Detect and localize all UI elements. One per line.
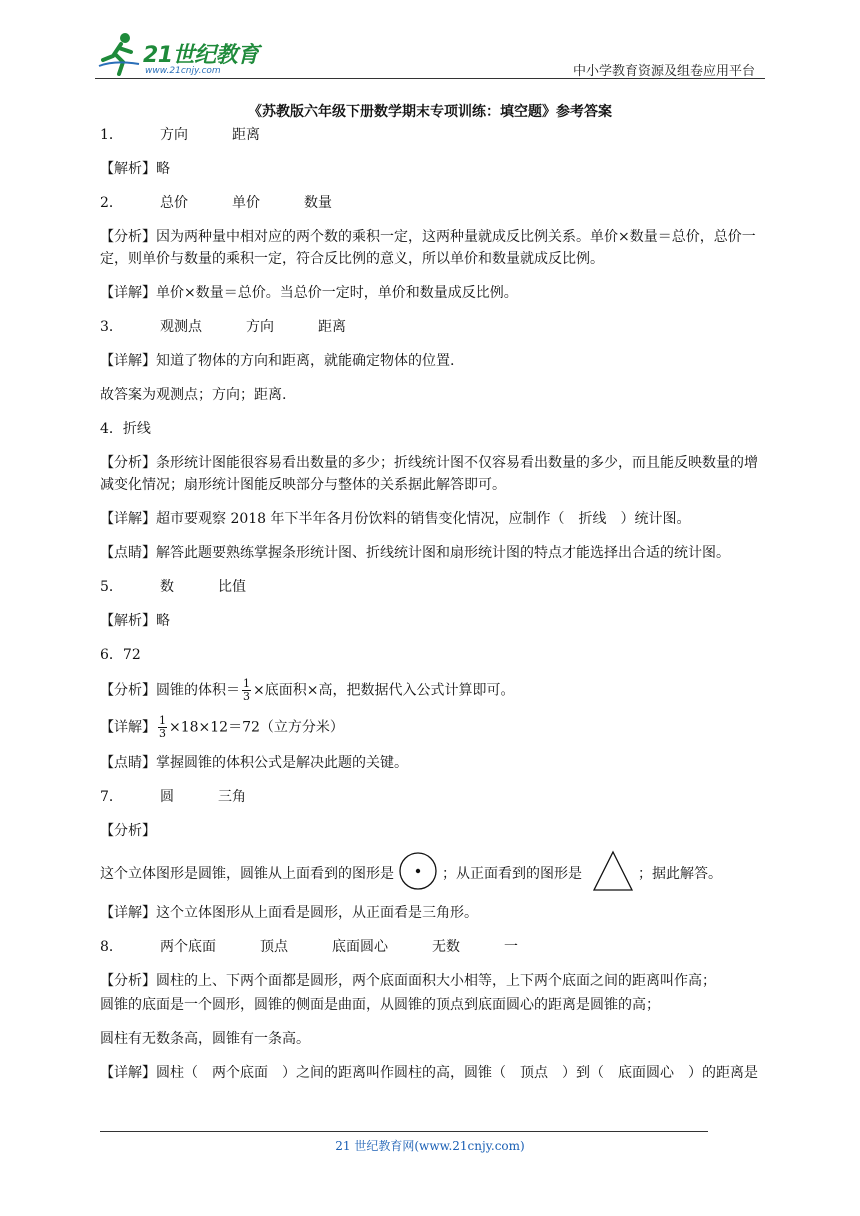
answer-content <box>100 124 770 1096</box>
q8-fenxi-2: 圆锥的底面是一个圆形，圆锥的侧面是曲面，从圆锥的顶点到底面圆心的距离是圆锥的高； <box>100 997 660 1013</box>
q6-fraction-2 <box>158 715 167 740</box>
q2-number: 2． <box>100 195 123 211</box>
q2-fenxi: 【分析】因为两种量中相对应的两个数的乘积一定，这两种量就成反比例关系。单价×数量＝总价，总价一定，则单价与数量的乘积一定，符合反比例的意义，所以单价和数量就成反比例。 <box>100 229 756 267</box>
q5-jiexi: 【解析】略 <box>100 613 170 629</box>
q7-text-pre: 这个立体图形是圆锥，圆锥从上面看到的图形是 <box>100 866 394 882</box>
q5-answer-1: 数 <box>160 579 174 595</box>
circle-with-dot-icon <box>398 851 438 898</box>
q6-fenxi-post: ×底面积×高，把数据代入公式计算即可。 <box>253 682 515 699</box>
document-title: 《苏教版六年级下册数学期末专项训练：填空题》参考答案 <box>248 104 612 120</box>
q8-answer-5: 一 <box>504 939 518 955</box>
frac-denominator: 3 <box>243 690 250 703</box>
q3-answer-1: 观测点 <box>160 319 202 335</box>
q4-answer-line: 4．折线 <box>100 421 151 437</box>
q6-xiangjie <box>100 715 770 740</box>
q3-answer-2: 方向 <box>246 319 274 335</box>
q5-number: 5． <box>100 579 123 595</box>
q7-text-mid: ；从正面看到的图形是 <box>442 866 582 882</box>
q1-answer-1: 方向 <box>160 127 188 143</box>
q4-dianjing: 【点睛】解答此题要熟练掌握条形统计图、折线统计图和扇形统计图的特点才能选择出合适的统计图。 <box>100 545 730 561</box>
q3-number: 3． <box>100 319 123 335</box>
q2-answer-2: 单价 <box>232 195 260 211</box>
q6-fenxi-pre: 【分析】圆锥的体积＝ <box>100 682 240 699</box>
q6-xiangjie-pre: 【详解】 <box>100 719 156 736</box>
page-header <box>95 30 765 80</box>
q4-xiangjie: 【详解】超市要观察 2018 年下半年各月份饮料的销售变化情况，应制作（ 折线 ）统计图。 <box>100 511 691 527</box>
q7-xiangjie: 【详解】这个立体图形从上面看是圆形，从正面看是三角形。 <box>100 905 478 921</box>
q7-answer-line <box>100 786 770 808</box>
footer-text: 21 世纪教育网(www.21cnjy.com) <box>335 1139 525 1153</box>
q2-xiangjie: 【详解】单价×数量＝总价。当总价一定时，单价和数量成反比例。 <box>100 285 518 301</box>
q7-text-post: ；据此解答。 <box>638 866 722 882</box>
q8-answer-line <box>100 936 770 958</box>
q3-answer-text: 故答案为观测点；方向；距离. <box>100 387 287 403</box>
q7-answer-1: 圆 <box>160 789 174 805</box>
q4-fenxi: 【分析】条形统计图能很容易看出数量的多少；折线统计图不仅容易看出数量的多少，而且能反映数量的增减变化情况；扇形统计图能反映部分与整体的关系据此解答即可。 <box>100 455 758 493</box>
q5-answer-2: 比值 <box>218 579 246 595</box>
logo-text: 21世纪教育 <box>143 43 259 68</box>
frac-denominator: 3 <box>159 727 166 740</box>
logo-url: www.21cnjy.com <box>145 66 221 76</box>
q3-xiangjie: 【详解】知道了物体的方向和距离，就能确定物体的位置. <box>100 353 455 369</box>
logo-runner-icon <box>95 30 143 80</box>
q6-fenxi <box>100 678 770 703</box>
q6-answer-line: 6．72 <box>100 647 141 663</box>
q8-answer-2: 顶点 <box>260 939 288 955</box>
q3-answer-line <box>100 316 770 338</box>
header-divider <box>95 78 765 79</box>
q2-answer-1: 总价 <box>160 195 188 211</box>
q1-number: 1． <box>100 127 123 143</box>
q2-answer-3: 数量 <box>304 195 332 211</box>
q6-fraction <box>242 678 251 703</box>
q1-answer-line <box>100 124 770 146</box>
q8-xiangjie: 【详解】圆柱（ 两个底面 ）之间的距离叫作圆柱的高，圆锥（ 顶点 ）到（ 底面圆心 ）的距离是 <box>100 1065 758 1081</box>
q8-answer-1: 两个底面 <box>160 939 216 955</box>
platform-label: 中小学教育资源及组卷应用平台 <box>572 64 755 79</box>
q6-dianjing: 【点睛】掌握圆锥的体积公式是解决此题的关键。 <box>100 755 408 771</box>
frac-numerator: 1 <box>159 714 166 727</box>
q7-fenxi: 【分析】 <box>100 823 156 839</box>
q8-answer-4: 无数 <box>432 939 460 955</box>
q1-answer-2: 距离 <box>232 127 260 143</box>
q7-answer-2: 三角 <box>218 789 246 805</box>
q6-xiangjie-post: ×18×12＝72（立方分米） <box>169 719 344 736</box>
q8-fenxi: 【分析】圆柱的上、下两个面都是圆形，两个底面面积大小相等，上下两个底面之间的距离叫作高； <box>100 973 716 989</box>
q1-jiexi: 【解析】略 <box>100 161 170 177</box>
frac-numerator: 1 <box>243 677 250 690</box>
triangle-icon <box>592 850 634 899</box>
q5-answer-line <box>100 576 770 598</box>
q8-number: 8． <box>100 939 123 955</box>
footer-divider <box>100 1131 708 1132</box>
q8-fenxi-3: 圆柱有无数条高，圆锥有一条高。 <box>100 1031 310 1047</box>
q7-number: 7． <box>100 789 123 805</box>
q8-answer-3: 底面圆心 <box>332 939 388 955</box>
q7-explanation <box>100 854 770 894</box>
q2-answer-line <box>100 192 770 214</box>
q3-answer-3: 距离 <box>318 319 346 335</box>
